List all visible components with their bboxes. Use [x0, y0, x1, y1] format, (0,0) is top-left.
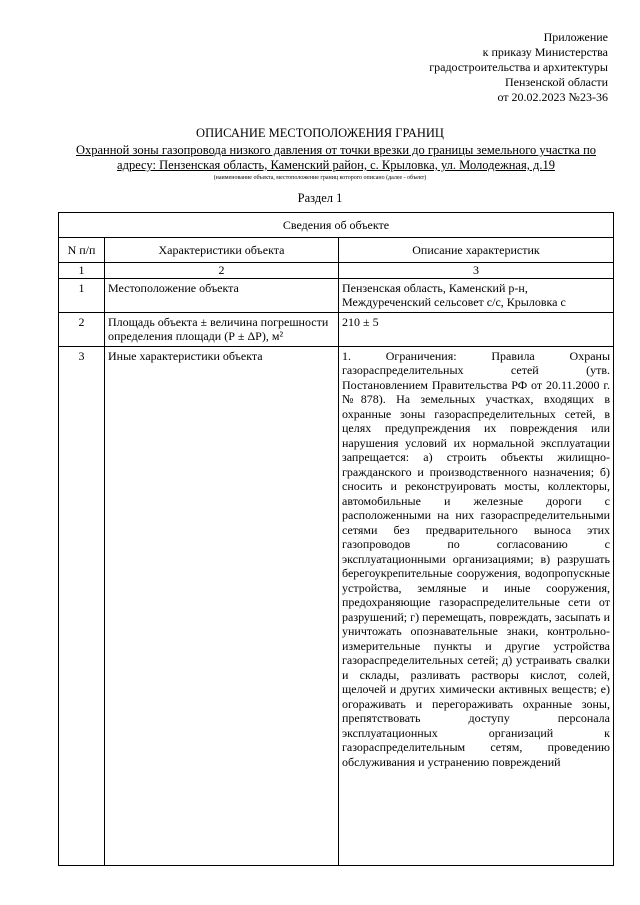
appendix-line: Пензенской области [505, 75, 608, 89]
row-number: 2 [59, 312, 105, 346]
appendix-line: от 20.02.2023 №23-36 [497, 90, 608, 104]
column-number: 2 [105, 263, 339, 279]
row-characteristic: Местоположение объекта [105, 278, 339, 312]
appendix-line: Приложение [543, 30, 608, 44]
table-header-row [59, 238, 614, 263]
header-characteristic: Характеристики объекта [105, 238, 339, 263]
column-number-row [59, 263, 614, 279]
header-description: Описание характеристик [339, 238, 614, 263]
row-value: 1. Ограничения: Правила Охраны газораспределительных сетей (утв. Постановлением Правительства РФ от 20.11.2000 г. №878). На земельных участках, входящих в охранные зоны газораспределительных сетей, в целях предупреждения их повреждения или нарушения условий их нормальной эксплуатации запрещается: а) строить объекты жилищно-гражданского и производственного назначения; б) сносить и реконструировать мосты, коллекторы, автомобильные и железные дороги с расположенными на них газораспределительными сетями без предварительного выноса этих газопроводов по согласованию с эксплуатационными организациями; в) разрушать берегоукрепительные сооружения, водопропускные устройства, земляные и иные сооружения, предохраняющие газораспределительные сети от разрушений; г) перемещать, повреждать, засыпать и уничтожать опознавательные знаки, контрольно-измерительные пункты и другие устройства газораспределительных сетей; д) устраивать свалки и склады, разливать растворы кислот, солей, щелочей и других химически активных веществ; е) огораживать и перегораживать охранные зоны, препятствовать доступу персонала эксплуатационных организаций к газораспределительным сетям, проведению обслуживания и устранению повреждений [342, 348, 610, 769]
object-name: Охранной зоны газопровода низкого давления от точки врезки до границы земельного участка по адресу: Пензенская область, Каменский район, с. Крыловка, ул. Молодежная, д.19 [75, 143, 597, 172]
table-caption: Сведения об объекте [59, 213, 614, 238]
appendix-line: к приказу Министерства [482, 45, 608, 59]
object-info-table [58, 212, 614, 866]
row-value-cell [339, 346, 614, 865]
row-value: 210 ± 5 [339, 312, 614, 346]
table-caption-row [59, 213, 614, 238]
object-name-note: (наименование объекта, местоположение границ которого описано (далее - объект) [213, 175, 427, 181]
header-number: N п/п [59, 238, 105, 263]
row-number: 3 [59, 346, 105, 865]
column-number: 3 [339, 263, 614, 279]
column-number: 1 [59, 263, 105, 279]
table-row [59, 278, 614, 312]
table-row [59, 312, 614, 346]
table-row [59, 346, 614, 865]
row-number: 1 [59, 278, 105, 312]
appendix-line: градостроительства и архитектуры [429, 60, 608, 74]
section-title: Раздел 1 [297, 191, 343, 205]
row-characteristic: Иные характеристики объекта [105, 346, 339, 865]
row-characteristic: Площадь объекта ± величина погрешности определения площади (Р ± ΔР), м² [105, 312, 339, 346]
document-title: ОПИСАНИЕ МЕСТОПОЛОЖЕНИЯ ГРАНИЦ [196, 126, 444, 140]
row-value: Пензенская область, Каменский р-н, Междуреченский сельсовет с/с, Крыловка с [339, 278, 614, 312]
appendix-block [429, 30, 608, 105]
